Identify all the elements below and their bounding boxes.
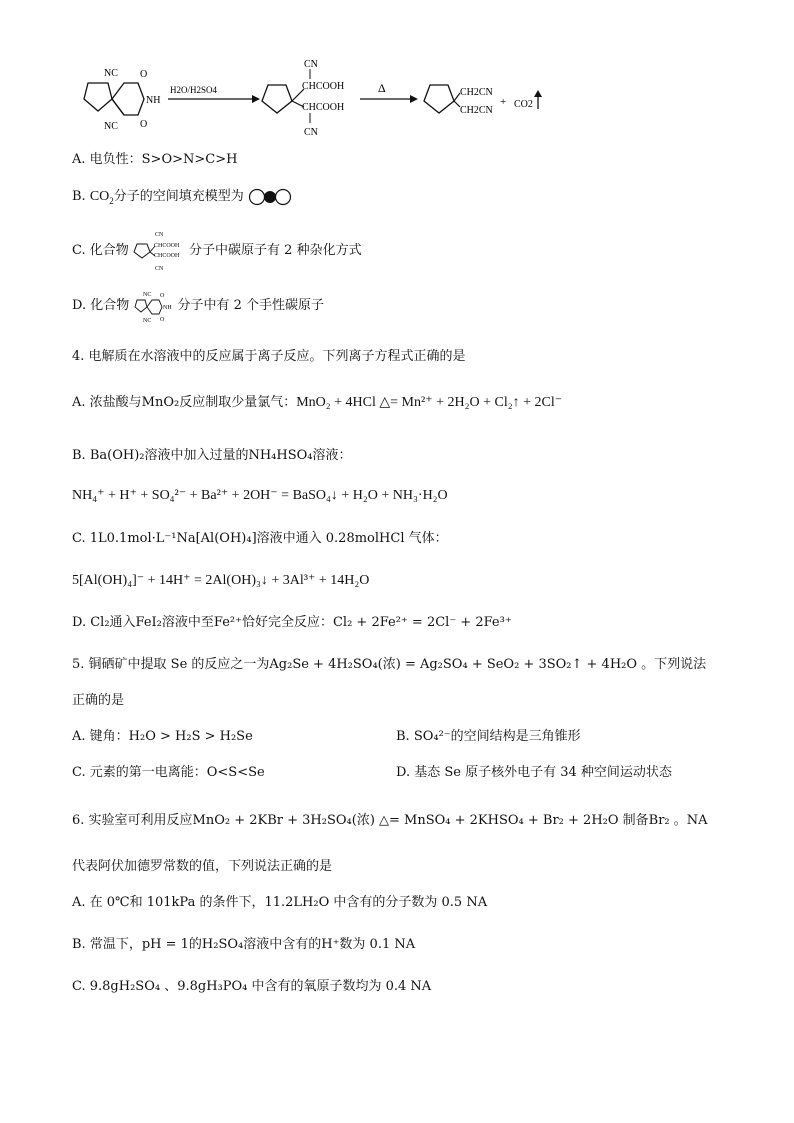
q4-option-c: C. 1L0.1mol·L⁻¹Na[Al(OH)₄]溶液中通入 0.28molHCl 气体： [72,531,448,546]
svg-text:CHCOOH: CHCOOH [153,253,180,259]
q4-option-a-text: A. 浓盐酸与MnO₂反应制取少量氯气： [72,395,297,410]
svg-text:O: O [160,317,165,323]
reactant-nh: NH [146,95,161,106]
svg-text:CN: CN [154,266,164,272]
q3-option-c [72,228,362,276]
q3-option-c-prefix: C. 化合物 [72,243,129,258]
q4-option-a [72,393,562,413]
cyclopentane-ring-3 [424,85,454,113]
q3-option-c-text: 分子中碳原子有 2 种杂化方式 [189,243,362,258]
q4-option-b: B. Ba(OH)₂溶液中加入过量的NH₄HSO₄溶液： [72,448,352,463]
q4-option-d: D. Cl₂通入FeI₂溶液中至Fe²⁺恰好完全反应：Cl₂ + 2Fe²⁺ = 2Cl⁻ + 2Fe³⁺ [72,615,512,630]
svg-text:CN: CN [154,232,164,238]
q6-stem-cont: 代表阿伏加德罗常数的值，下列说法正确的是 [72,859,333,874]
svg-text:NC: NC [143,318,152,324]
plus-sign: + [500,96,507,108]
product-ch2cn-2: CH2CN [460,105,493,116]
q3-option-b [72,187,292,207]
q6-option-b: B. 常温下，pH = 1的H₂SO₄溶液中含有的H⁺数为 0.1 NA [72,937,416,952]
q6-option-c: C. 9.8gH₂SO₄ 、9.8gH₃PO₄ 中含有的氧原子数均为 0.4 NA [72,979,432,994]
compound-diacid-structure-icon [133,228,185,274]
q3-option-d-prefix: D. 化合物 [72,298,130,313]
svg-text:O: O [160,293,165,299]
q5-stem: 5. 铜硒矿中提取 Se 的反应之一为Ag₂Se + 4H₂SO₄(浓) = Ag₂SO₄ + SeO₂ + 3SO₂↑ + 4H₂O 。下列说法 [72,657,707,672]
q3-option-b-text: 分子的空间填充模型为 [113,189,244,204]
mid-chcooh-1: CHCOOH [302,81,345,92]
heat-symbol: Δ [378,81,386,95]
mid-chcooh-2: CHCOOH [302,102,345,113]
q5-option-c: C. 元素的第一电离能：O<S<Se [72,765,265,780]
q4-stem: 4. 电解质在水溶液中的反应属于离子反应。下列离子方程式正确的是 [72,349,466,364]
cyclopentane-ring-2 [262,85,292,113]
q5-option-b: B. SO₄²⁻的空间结构是三角锥形 [396,729,581,744]
product-ch2cn-1: CH2CN [460,87,493,98]
q3-option-b-prefix: B. [72,189,90,204]
q6-option-a: A. 在 0℃和 101kPa 的条件下，11.2LH₂O 中含有的分子数为 0.5 NA [72,895,488,910]
reagent-label: H2O/H2SO4 [170,85,218,95]
q3-option-d-text: 分子中有 2 个手性碳原子 [177,298,325,313]
mid-cn-bottom: CN [304,127,318,138]
reactant-nc-top: NC [104,68,118,79]
q5-option-a: A. 键角：H₂O > H₂S > H₂Se [72,729,253,744]
co2-gas: CO2 [514,99,533,110]
q4-option-b-equation: NH₄⁺ + H⁺ + SO₄²⁻ + Ba²⁺ + 2OH⁻ = BaSO₄↓ + H₂O + NH₃·H₂O [72,488,448,503]
q5-stem-cont: 正确的是 [72,693,125,708]
q4-option-c-equation: 5[Al(OH)₄]⁻ + 14H⁺ = 2Al(OH)₃↓ + 3Al³⁺ + 14H₂O [72,573,370,588]
svg-text:CHCOOH: CHCOOH [153,243,180,249]
q3-option-d [72,288,324,328]
q3-option-a: A. 电负性：S>O>N>C>H [72,152,238,167]
compound-imide-structure-icon [133,288,173,324]
cyclopentane-ring-1 [84,83,112,111]
q6-stem: 6. 实验室可利用反应MnO₂ + 2KBr + 3H₂SO₄(浓) △= MnSO₄ + 2KHSO₄ + Br₂ + 2H₂O 制备Br₂ 。NA [72,813,708,828]
mid-cn-top: CN [304,59,318,70]
reactant-o-bottom: O [140,119,148,130]
svg-text:NH: NH [163,305,173,311]
svg-text:NC: NC [143,292,152,298]
imide-ring [112,83,144,115]
co2-space-filling-model-icon [248,188,292,206]
reactant-o-top: O [140,69,148,80]
q5-option-d: D. 基态 Se 原子核外电子有 34 种空间运动状态 [396,765,672,780]
reactant-nc-bottom: NC [104,121,118,132]
reaction-scheme [72,55,632,145]
co2-formula: $CO_2$ [89,189,114,206]
q4-option-a-equation: MnO₂ + 4HCl △= Mn²⁺ + 2H₂O + Cl₂↑ + 2Cl⁻ [296,395,563,410]
